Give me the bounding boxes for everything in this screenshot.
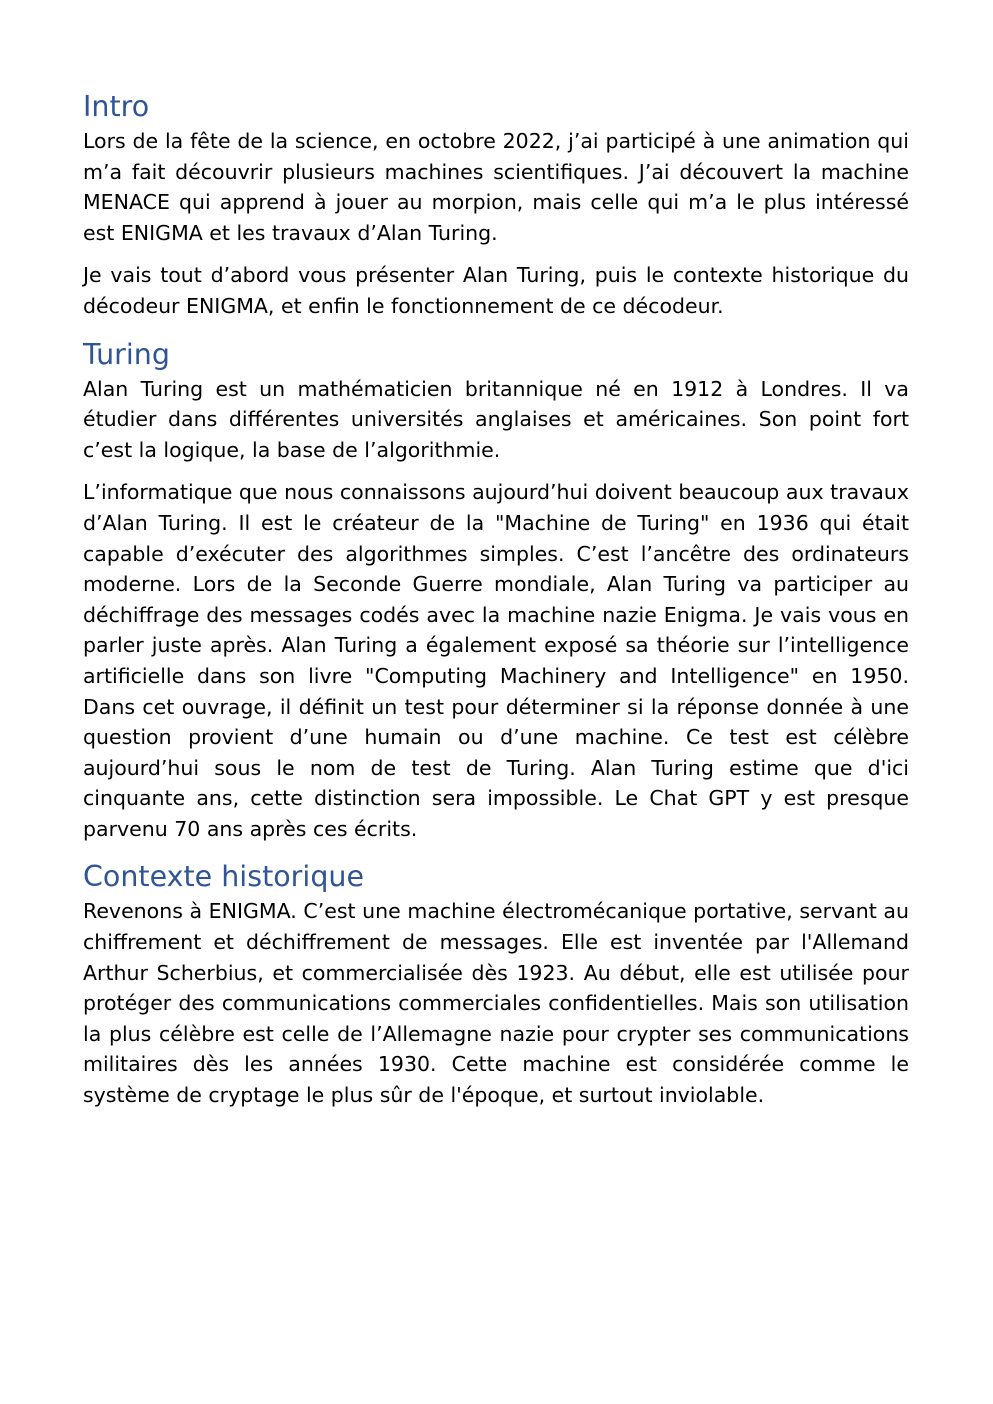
section-title-contexte-historique: Contexte historique <box>83 860 365 894</box>
section-intro <box>83 88 909 322</box>
document-page <box>83 88 909 1111</box>
section-contexte-historique <box>83 858 909 1110</box>
paragraph: Revenons à ENIGMA. C’est une machine électromécanique portative, servant au chiffrement et déchiffrement de messages. Elle est inventée par l'Allemand Arthur Scherbius, et commercialisée dès 1923. Au début, elle est utilisée pour protéger des communications commerciales confidentielles. Mais son utilisation la plus célèbre est celle de l’Allemagne nazie pour crypter ses communications militaires dès les années 1930. Cette machine est considérée comme le système de cryptage le plus sûr de l'époque, et surtout inviolable. <box>83 899 909 1108</box>
paragraph: Alan Turing est un mathématicien britannique né en 1912 à Londres. Il va étudier dans différentes universités anglaises et américaines. Son point fort c’est la logique, la base de l’algorithmie. <box>83 376 909 462</box>
section-turing <box>83 336 909 845</box>
paragraph: Je vais tout d’abord vous présenter Alan Turing, puis le contexte historique du décodeur ENIGMA, et enfin le fonctionnement de ce décodeur. <box>83 263 909 318</box>
section-title-turing: Turing <box>83 337 170 371</box>
paragraph: L’informatique que nous connaissons aujourd’hui doivent beaucoup aux travaux d’Alan Turing. Il est le créateur de la "Machine de Turing" en 1936 qui était capable d’exécuter des algorithmes simples. C’est l’ancêtre des ordinateurs moderne. Lors de la Seconde Guerre mondiale, Alan Turing va participer au déchiffrage des messages codés avec la machine nazie Enigma. Je vais vous en parler juste après. Alan Turing a également exposé sa théorie sur l’intelligence artificielle dans son livre "Computing Machinery and Intelligence" en 1950. Dans cet ouvrage, il définit un test pour déterminer si la réponse donnée à une question provient d’une humain ou d’une machine. Ce test est célèbre aujourd’hui sous le nom de test de Turing. Alan Turing estime que d'ici cinquante ans, cette distinction sera impossible. Le Chat GPT y est presque parvenu 70 ans après ces écrits. <box>83 480 909 841</box>
section-title-intro: Intro <box>83 90 150 123</box>
paragraph: Lors de la fête de la science, en octobre 2022, j’ai participé à une animation qui m’a fait découvrir plusieurs machines scientifiques. J’ai découvert la machine MENACE qui apprend à jouer au morpion, mais celle qui m’a le plus intéressé est ENIGMA et les travaux d’Alan Turing. <box>83 129 909 245</box>
